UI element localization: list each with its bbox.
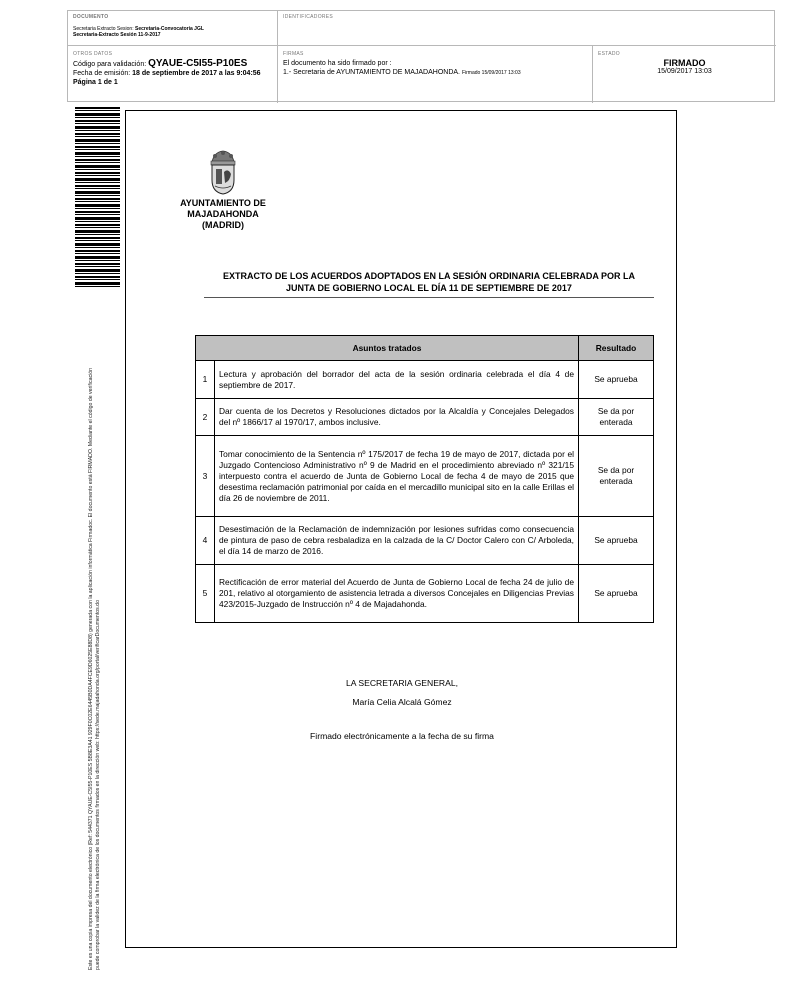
- side-text-line2: puede comprobar la validez de la firma electrónica de los documentos firmados en la dirección web: https://sede.majadahonda.org/portal/verificarDocumentos.do: [94, 600, 101, 970]
- table-row: [196, 565, 654, 623]
- row-number: 5: [196, 565, 215, 623]
- fecha-emision: Fecha de emisión: 18 de septiembre de 2017 a las 9:04:56: [73, 70, 261, 77]
- row-number: 1: [196, 361, 215, 399]
- otros-datos-label: OTROS DATOS: [73, 51, 113, 57]
- row-result: Se aprueba: [579, 565, 654, 623]
- otros-datos-cell: [68, 46, 278, 103]
- row-text: Desestimación de la Reclamación de indemnización por lesiones sufridas como consecuencia de pintura de paso de cebra resbaladiza en la calzada de la C/ Doctor Calero con C/ Arboleda, el día 14 de marzo de 2016.: [215, 517, 579, 565]
- pagina-indicator: Página 1 de 1: [73, 79, 118, 86]
- document-title: EXTRACTO DE LOS ACUERDOS ADOPTADOS EN LA SESIÓN ORDINARIA CELEBRADA POR LA JUNTA DE GOBIERNO LOCAL EL DÍA 11 DE SEPTIEMBRE DE 2017: [204, 270, 654, 298]
- row-text: Dar cuenta de los Decretos y Resoluciones dictados por la Alcaldía y Concejales Delegados del nº 1866/17 al 1970/17, ambos inclusive.: [215, 399, 579, 436]
- coat-of-arms-icon: [206, 148, 240, 196]
- firmas-label: FIRMAS: [283, 51, 304, 57]
- table-row: [196, 361, 654, 399]
- row-text: Tomar conocimiento de la Sentencia nº 175/2017 de fecha 19 de mayo de 2017, dictada por el Juzgado Contencioso Administrativo nº 9 de Madrid en el procedimiento abreviado nº 321/15 interpuesto contra el acuerdo de Junta de Gobierno Local de fecha 4 de mayo de 2015 que desestima reclamación patrimonial por caída en el mercadillo municipal sito en la calle Erillas el día 26 de noviembre de 2011.: [215, 436, 579, 517]
- signature-note: Firmado electrónicamente a la fecha de su firma: [310, 731, 494, 741]
- row-text: Lectura y aprobación del borrador del acta de la sesión ordinaria celebrada el día 4 de septiembre de 2017.: [215, 361, 579, 399]
- table-header-row: [196, 336, 654, 361]
- asuntos-table: [195, 335, 654, 623]
- documento-label: DOCUMENTO: [73, 14, 109, 20]
- firmante: 1.- Secretaria de AYUNTAMIENTO DE MAJADAHONDA. Firmado 15/09/2017 13:03: [283, 69, 521, 76]
- signature-title: LA SECRETARIA GENERAL,: [345, 678, 459, 688]
- firmado-por: El documento ha sido firmado por :: [283, 60, 392, 67]
- documento-line1: Secretaria Extracto Sesion: Secretaria-Convocatoria JGL: [73, 26, 204, 32]
- estado-fecha: 15/09/2017 13:03: [657, 68, 712, 75]
- header-asuntos: Asuntos tratados: [196, 336, 579, 361]
- codigo-value: QYAUE-C5I55-P10ES: [148, 58, 248, 69]
- estado-value: FIRMADO: [663, 58, 706, 68]
- row-result: Se da por enterada: [579, 399, 654, 436]
- side-text-line1: Este es una copia impresa del documento electrónico (Ref: 544371 QYAUE-C5I55-P10ES 5B8E3A41 929F0C02E6445B0DA4FCE9D6025E88D8) generada con la aplicación informática Firmadoc. El documento está FIRMADO. Mediante el código de verificación: [88, 368, 94, 970]
- documento-line2: Secretaria-Extracto Sesión 11-9-2017: [73, 32, 161, 38]
- row-result: Se aprueba: [579, 361, 654, 399]
- identificadores-cell: [278, 11, 776, 46]
- row-number: 4: [196, 517, 215, 565]
- estado-cell: [593, 46, 776, 103]
- table-row: [196, 436, 654, 517]
- row-text: Rectificación de error material del Acuerdo de Junta de Gobierno Local de fecha 24 de julio de 201, relativo al otorgamiento de asistencia letrada a diversos Concejales en Diligencias Previas 423/2015-Juzgado de Instrucción nº 4 de Majadahonda.: [215, 565, 579, 623]
- documento-cell: [68, 11, 278, 46]
- row-number: 3: [196, 436, 215, 517]
- row-result: Se da por enterada: [579, 436, 654, 517]
- table-row: [196, 517, 654, 565]
- document-page: [125, 110, 677, 948]
- row-number: 2: [196, 399, 215, 436]
- verification-side-text: [88, 290, 101, 970]
- firmas-cell: [278, 46, 593, 103]
- signature-name: María Celia Alcalá Gómez: [352, 697, 452, 707]
- document-header: [67, 10, 775, 102]
- codigo-validacion: Código para validación: QYAUE-C5I55-P10ES: [73, 58, 248, 69]
- row-result: Se aprueba: [579, 517, 654, 565]
- header-resultado: Resultado: [579, 336, 654, 361]
- identificadores-label: IDENTIFICADORES: [283, 14, 334, 20]
- ayuntamiento-name: AYUNTAMIENTO DE MAJADAHONDA (MADRID): [180, 198, 266, 230]
- barcode: [75, 107, 120, 287]
- estado-label: ESTADO: [598, 51, 620, 57]
- table-row: [196, 399, 654, 436]
